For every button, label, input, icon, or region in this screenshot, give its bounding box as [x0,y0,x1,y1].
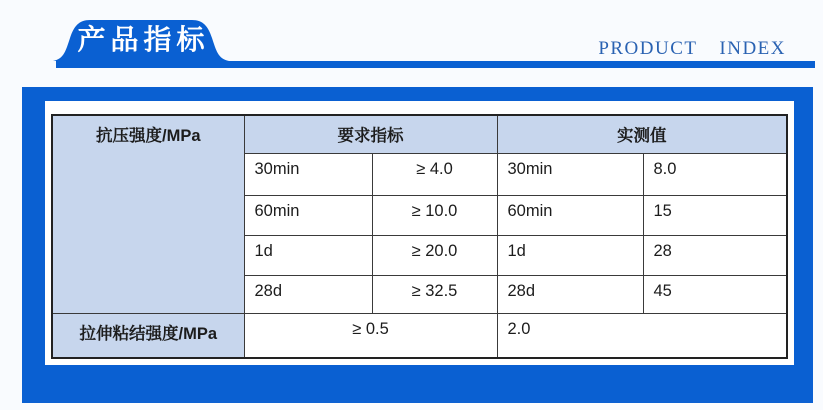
req-value-cell: ≥ 20.0 [372,235,497,275]
spec-table [51,114,788,359]
bond-req-value-cell: ≥ 0.5 [244,313,497,358]
banner-title: 产品指标 [77,24,210,55]
content-frame [22,87,813,403]
req-time-cell: 1d [244,235,372,275]
meas-time-cell: 28d [497,275,643,313]
req-time-cell: 60min [244,195,372,235]
req-value-cell: ≥ 32.5 [372,275,497,313]
required-index-header: 要求指标 [244,115,497,153]
bond-meas-value-cell: 2.0 [497,313,787,358]
req-value-cell: ≥ 10.0 [372,195,497,235]
table-header-row [52,115,787,153]
req-value-cell: ≥ 4.0 [372,153,497,195]
content-frame-inner [45,101,794,365]
meas-time-cell: 1d [497,235,643,275]
bond-label-cell: 拉伸粘结强度/MPa [52,313,244,358]
banner-underline [56,61,815,68]
bond-strength-row [52,313,787,358]
meas-value-cell: 15 [643,195,787,235]
req-time-cell: 30min [244,153,372,195]
banner-subtitle: PRODUCT INDEX [598,38,786,59]
meas-time-cell: 60min [497,195,643,235]
meas-value-cell: 28 [643,235,787,275]
meas-time-cell: 30min [497,153,643,195]
group-label-cell: 抗压强度/MPa [52,115,244,313]
measured-value-header: 实测值 [497,115,787,153]
req-time-cell: 28d [244,275,372,313]
meas-value-cell: 8.0 [643,153,787,195]
meas-value-cell: 45 [643,275,787,313]
banner-badge [52,13,230,61]
